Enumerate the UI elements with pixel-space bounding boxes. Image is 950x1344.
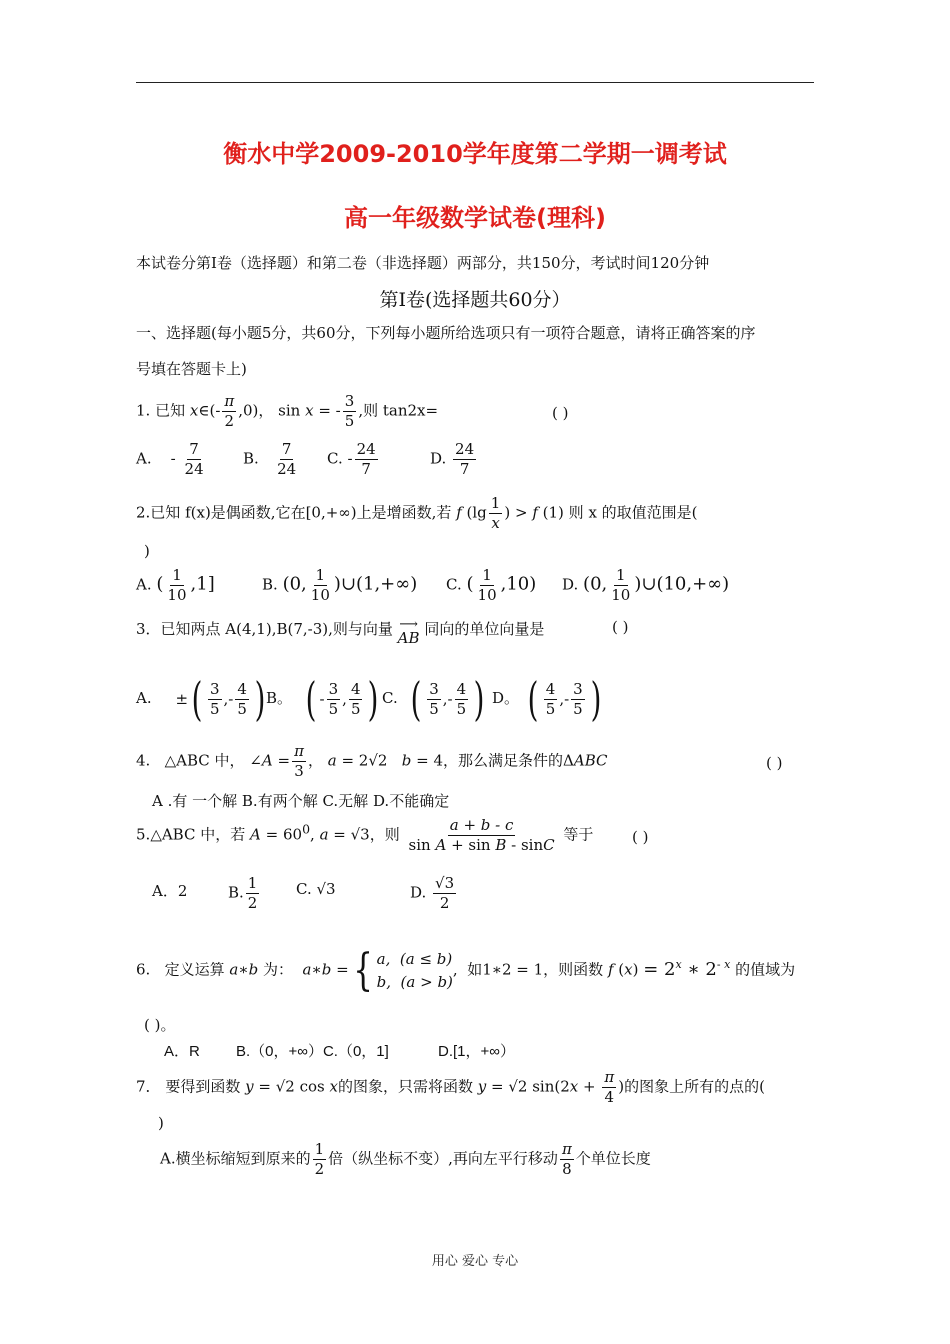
question-1-option-b: B. $\frac{7}{24}$ bbox=[243, 440, 297, 478]
exam-subtitle: 高一年级数学试卷(理科) bbox=[344, 204, 606, 232]
question-1-option-d: D. $\frac{24}{7}$ bbox=[430, 440, 475, 478]
page-footer: 用心 爱心 专心 bbox=[431, 1254, 519, 1269]
question-6-option-bc: B.（0，+∞）C.（0，1] bbox=[236, 1043, 389, 1060]
question-1-blank: ( ) bbox=[552, 404, 569, 422]
question-1-option-c: C. - $\frac{24}{7}$ bbox=[327, 440, 376, 478]
question-3-blank: ( ) bbox=[612, 618, 629, 636]
question-2-option-a: A. ( $\frac{1}{10}$ ,1] bbox=[136, 566, 215, 604]
question-2-option-b: B. (0, $\frac{1}{10}$ )∪(1,+∞) bbox=[262, 566, 418, 604]
question-6-option-d: D.[1，+∞） bbox=[438, 1043, 515, 1060]
question-5: 5.△ABC 中，若 $A = 60^0$, a = √3，则 $\frac{a + b - c}{\text{sin A + sin B - sinC}}$ 等于 bbox=[136, 816, 594, 854]
intro-text: 本试卷分第Ⅰ卷（选择题）和第二卷（非选择题）两部分，共150分，考试时间120分钟 bbox=[136, 254, 710, 272]
question-5-option-d: D. $\frac{√3}{2}$ bbox=[410, 874, 455, 912]
question-1: 1. 已知 x∈(- $\frac{\pi}{2}$ ,0)， sin x = - $\frac{3}{5}$ ,则 tan2x= bbox=[136, 392, 439, 430]
question-3-option-c: C. ( 3 5 ,- 4 5 ) bbox=[382, 672, 485, 726]
question-6-line2: ( )。 bbox=[144, 1016, 176, 1034]
question-4-blank: ( ) bbox=[766, 754, 783, 772]
question-1-option-a: A. - $\frac{7}{24}$ bbox=[136, 440, 204, 478]
question-6: 6. 定义运算 a∗b 为： a∗b ={ a, (a ≤ b) b, (a > b) , 如1∗2 = 1，则函数 f $(x) = 2^x$ ∗ $2^{- x}$ 的值域为 bbox=[136, 944, 796, 996]
question-4-options: A .有 一个解 B.有两个解 C.无解 D.不能确定 bbox=[152, 792, 450, 810]
question-5-option-b: B. $\frac{1}{2}$ bbox=[228, 874, 258, 912]
question-3-option-a: A. ± ( 3 5 ,- 4 5 ) bbox=[136, 672, 266, 726]
question-6-option-a: A．R bbox=[164, 1043, 200, 1060]
exam-title: 衡水中学2009-2010学年度第二学期一调考试 bbox=[223, 140, 727, 168]
part-title: 第Ⅰ卷(选择题共60分） bbox=[379, 289, 571, 311]
question-3-option-b: B。 ( - 3 5 , 4 5 ) bbox=[266, 672, 379, 726]
question-7-option-a: A.横坐标缩短到原来的 $\frac{1}{2}$ 倍（纵坐标不变）,再向左平行移动 $\frac{\pi}{8}$ 个单位长度 bbox=[160, 1140, 651, 1178]
question-5-option-c: C. √3 bbox=[296, 880, 336, 898]
question-7: 7． 要得到函数 y = √2 cos x的图象，只需将函数 y = √2 sin(2x + $\frac{\pi}{4}$ )的图象上所有的点的( bbox=[136, 1068, 765, 1106]
question-2-option-d: D. (0, $\frac{1}{10}$ )∪(10,+∞) bbox=[562, 566, 730, 604]
question-2-option-c: C. ( $\frac{1}{10}$ ,10) bbox=[446, 566, 537, 604]
section-heading-line1: 一、选择题(每小题5分，共60分，下列每小题所给选项只有一项符合题意，请将正确答案的序 bbox=[136, 324, 756, 342]
question-2-line2: ) bbox=[144, 542, 150, 560]
question-2: 2.已知 f(x)是偶函数,它在[0,+∞)上是增函数,若 f (lg $\frac{1}{x}$ ) > f (1) 则 x 的取值范围是( bbox=[136, 494, 698, 532]
question-5-option-a: A．2 bbox=[152, 882, 188, 900]
question-5-blank: ( ) bbox=[632, 828, 649, 846]
question-3-option-d: D。 ( 4 5 ,- 3 5 ) bbox=[492, 672, 602, 726]
question-7-line2: ) bbox=[158, 1114, 164, 1132]
question-3: 3．已知两点 A(4,1),B(7,-3),则与向量 ⟶ AB 同向的单位向量是 bbox=[136, 617, 545, 647]
question-4: 4. △ABC 中， ∠A = $\frac{\pi}{3}$ ， a = 2√2 b = 4，那么满足条件的ΔABC bbox=[136, 742, 608, 780]
section-heading-line2: 号填在答题卡上) bbox=[136, 360, 247, 378]
header-rule bbox=[136, 82, 814, 83]
